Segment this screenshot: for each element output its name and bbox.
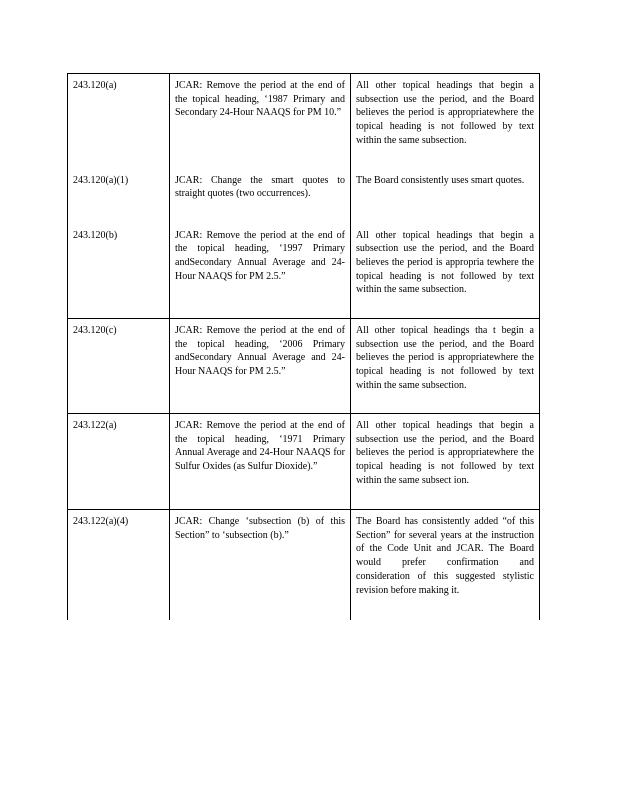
change-cell: JCAR: Remove the period at the end of the topical heading, ‘1987 Primary and Secondary 24-Hour NAAQS for PM 10.” <box>170 74 351 169</box>
table-row <box>68 74 540 169</box>
comments-table <box>67 73 540 620</box>
table-row <box>68 414 540 510</box>
section-cell: 243.120(b) <box>68 224 170 319</box>
change-cell: JCAR: Remove the period at the end of the topical heading, ‘1971 Primary Annual Average and 24-Hour NAAQS for Sulfur Oxides (as Sulfur Dioxide).” <box>170 414 351 510</box>
response-cell: The Board has consistently added “of this Section” for several years at the instruction of the Code Unit and JCAR. The Board would prefer confirmation and consideration of this suggested stylistic revision before making it. <box>351 510 540 620</box>
response-cell: The Board consistently uses smart quotes. <box>351 169 540 224</box>
section-cell: 243.122(a) <box>68 414 170 510</box>
table-row <box>68 510 540 620</box>
change-cell: JCAR: Change the smart quotes to straight quotes (two occurrences). <box>170 169 351 224</box>
table-row <box>68 224 540 319</box>
section-cell: 243.120(a)(1) <box>68 169 170 224</box>
change-cell: JCAR: Change ‘subsection (b) of this Section” to ‘subsection (b).” <box>170 510 351 620</box>
response-cell: All other topical headings that begin a subsection use the period, and the Board believes the period is appropriatewhere the topical heading is not followed by text within the same subsect ion. <box>351 414 540 510</box>
response-cell: All other topical headings tha t begin a subsection use the period, and the Board believes the period is appropriatewhere the topical heading is not followed by text within the same subsection. <box>351 319 540 414</box>
table-row <box>68 319 540 414</box>
change-cell: JCAR: Remove the period at the end of the topical heading, ‘1997 Primary andSecondary Annual Average and 24-Hour NAAQS for PM 2.5.” <box>170 224 351 319</box>
change-cell: JCAR: Remove the period at the end of the topical heading, ‘2006 Primary andSecondary Annual Average and 24-Hour NAAQS for PM 2.5.” <box>170 319 351 414</box>
table-row <box>68 169 540 224</box>
section-cell: 243.122(a)(4) <box>68 510 170 620</box>
section-cell: 243.120(c) <box>68 319 170 414</box>
response-cell: All other topical headings that begin a subsection use the period, and the Board believes the period is appropria tewhere the topical heading is not followed by text within the same subsection. <box>351 224 540 319</box>
section-cell: 243.120(a) <box>68 74 170 169</box>
response-cell: All other topical headings that begin a subsection use the period, and the Board believes the period is appropriatewhere the topical heading is not followed by text within the same subsection. <box>351 74 540 169</box>
